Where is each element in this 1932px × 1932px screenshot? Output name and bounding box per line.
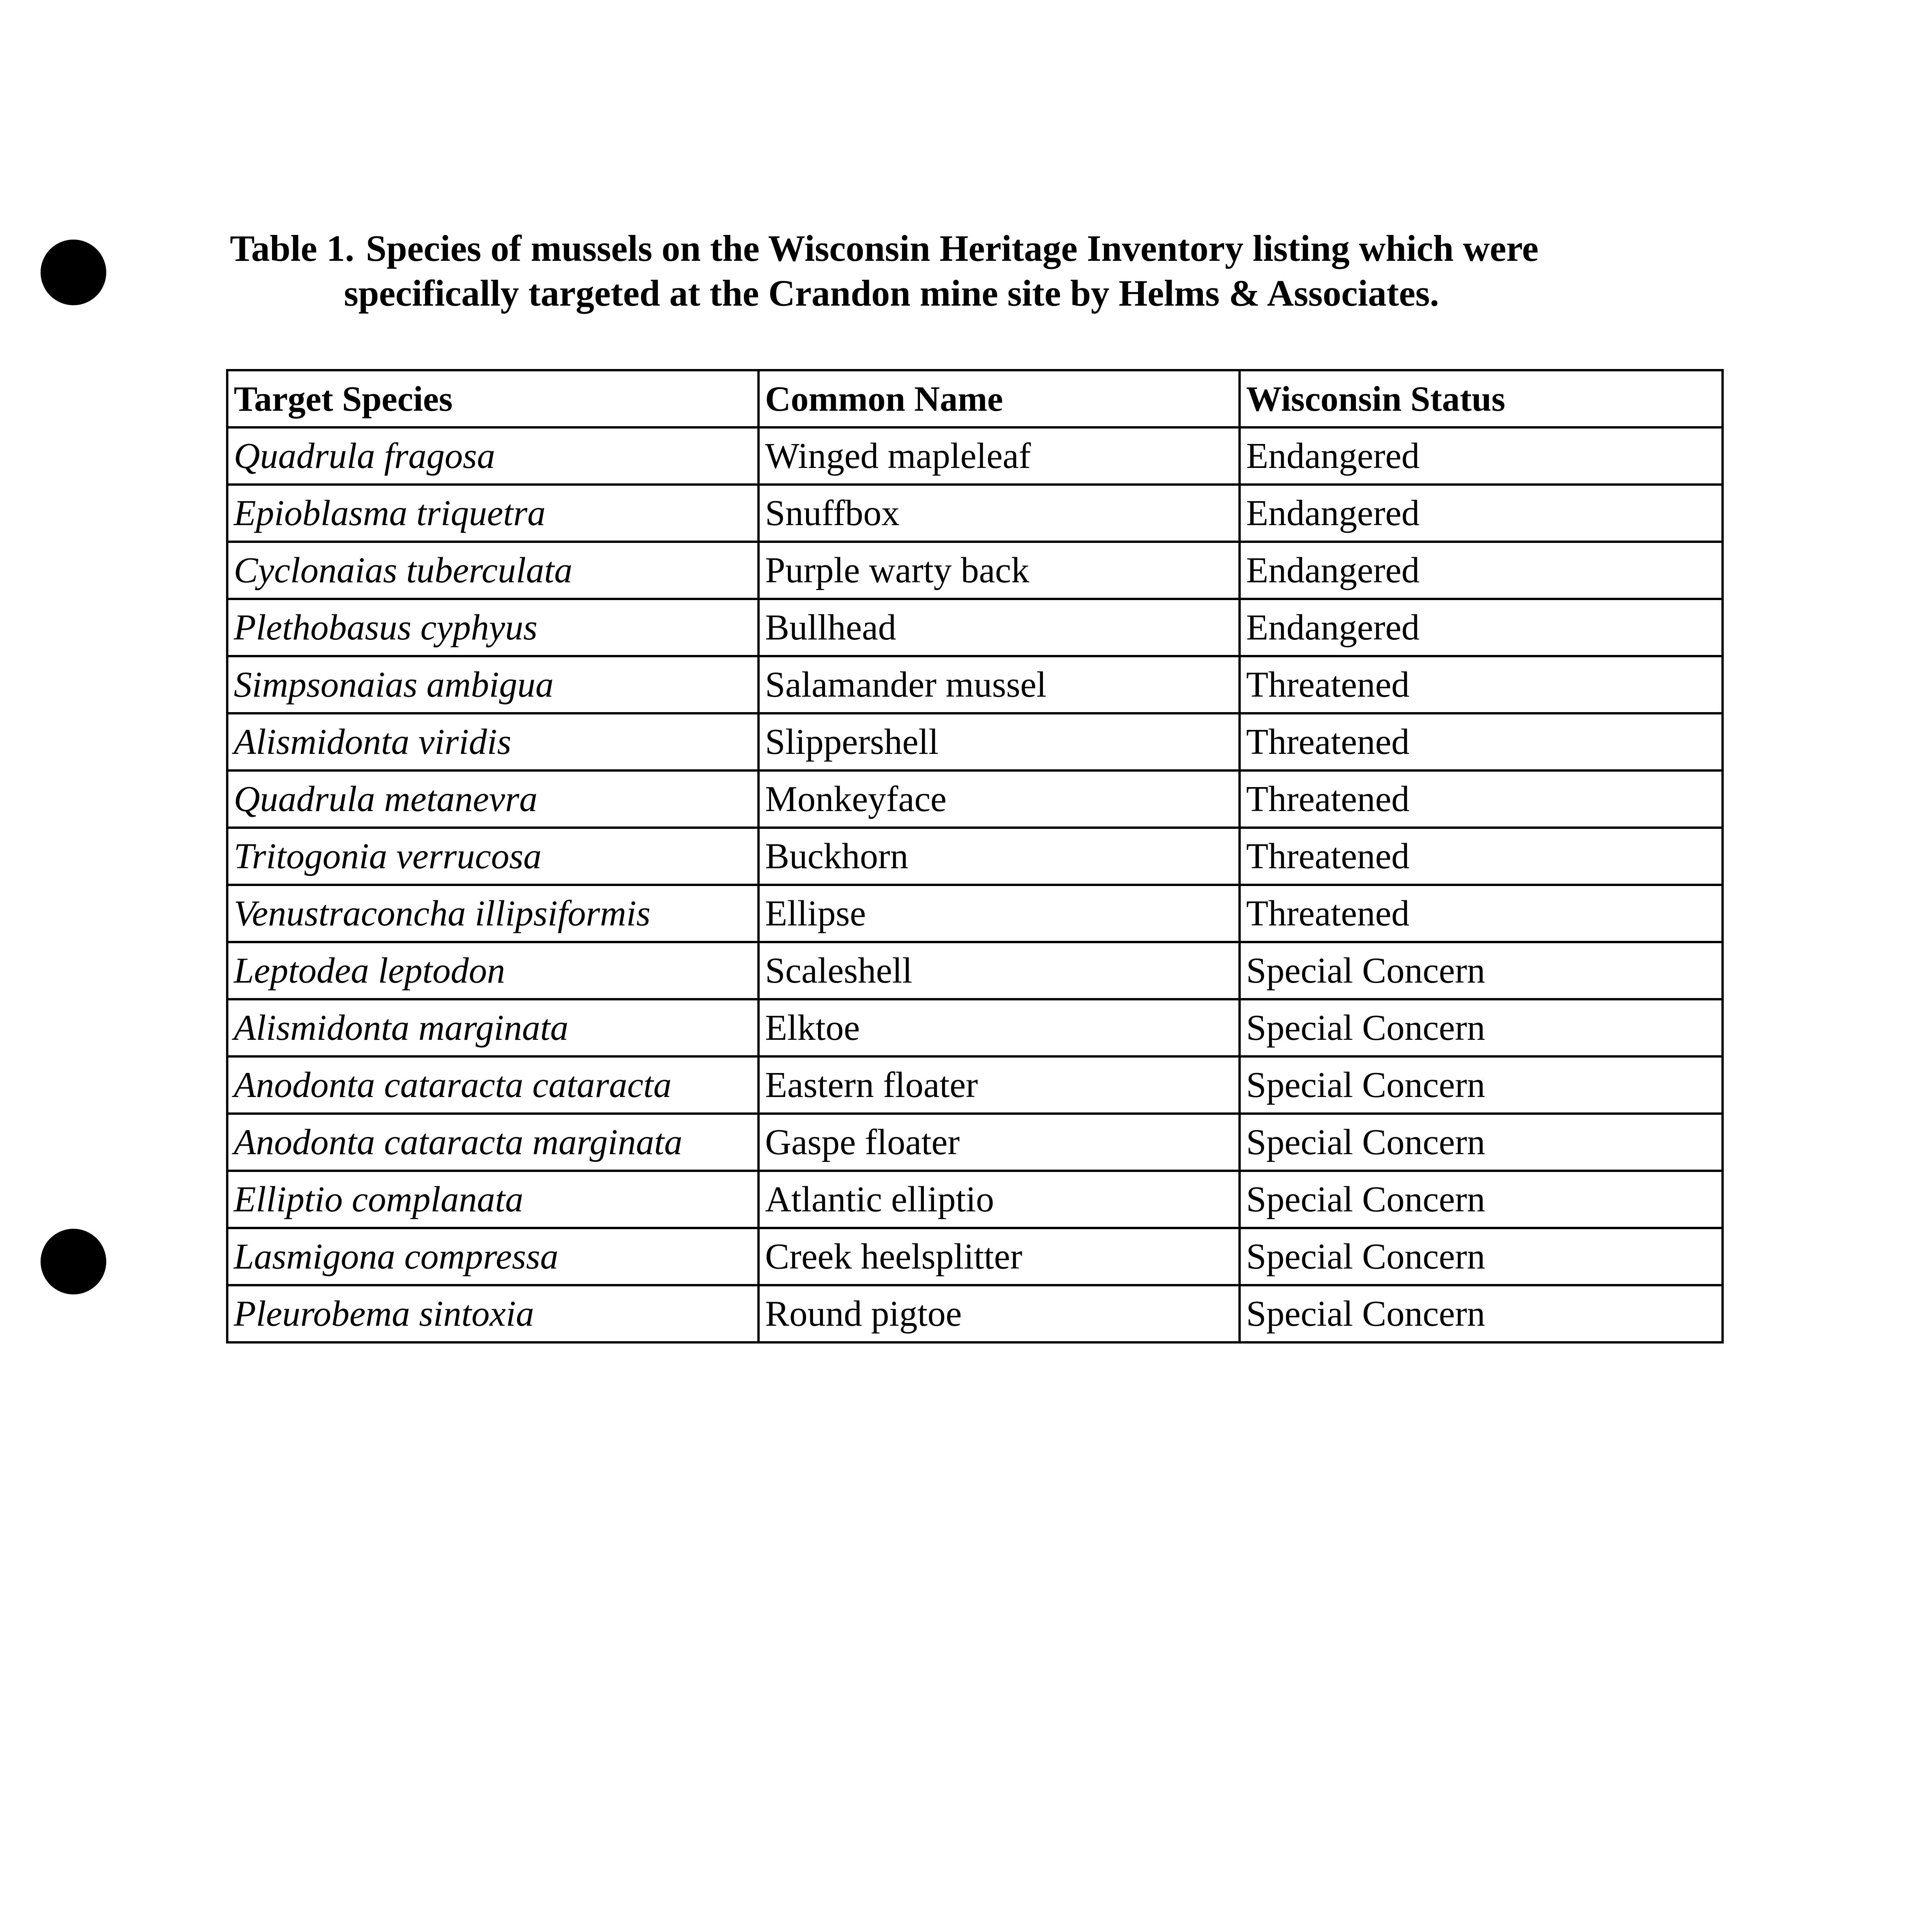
cell-wisconsin-status: Threatened bbox=[1240, 713, 1723, 770]
species-table-body bbox=[227, 427, 1723, 1342]
table-row bbox=[227, 885, 1723, 942]
cell-common-name: Snuffbox bbox=[759, 485, 1240, 542]
cell-target-species: Alismidonta marginata bbox=[227, 999, 759, 1056]
table-header-row bbox=[227, 370, 1723, 427]
table-caption bbox=[230, 226, 1737, 316]
cell-common-name: Gaspe floater bbox=[759, 1114, 1240, 1171]
cell-wisconsin-status: Threatened bbox=[1240, 885, 1723, 942]
cell-common-name: Buckhorn bbox=[759, 828, 1240, 885]
cell-wisconsin-status: Endangered bbox=[1240, 427, 1723, 485]
cell-common-name: Ellipse bbox=[759, 885, 1240, 942]
cell-common-name: Purple warty back bbox=[759, 542, 1240, 599]
column-header-target-species: Target Species bbox=[227, 370, 759, 427]
cell-wisconsin-status: Special Concern bbox=[1240, 1056, 1723, 1114]
binder-punch-hole bbox=[41, 1229, 106, 1294]
table-row bbox=[227, 485, 1723, 542]
species-table bbox=[226, 369, 1724, 1344]
table-row bbox=[227, 656, 1723, 713]
cell-common-name: Round pigtoe bbox=[759, 1285, 1240, 1342]
table-caption-line-1: Species of mussels on the Wisconsin Heritage Inventory listing which were bbox=[366, 228, 1539, 269]
cell-common-name: Eastern floater bbox=[759, 1056, 1240, 1114]
cell-target-species: Anodonta cataracta marginata bbox=[227, 1114, 759, 1171]
cell-wisconsin-status: Threatened bbox=[1240, 656, 1723, 713]
cell-target-species: Anodonta cataracta cataracta bbox=[227, 1056, 759, 1114]
table-row bbox=[227, 599, 1723, 656]
cell-target-species: Pleurobema sintoxia bbox=[227, 1285, 759, 1342]
cell-wisconsin-status: Special Concern bbox=[1240, 1228, 1723, 1285]
table-row bbox=[227, 1171, 1723, 1228]
cell-wisconsin-status: Special Concern bbox=[1240, 1114, 1723, 1171]
cell-target-species: Cyclonaias tuberculata bbox=[227, 542, 759, 599]
binder-punch-hole bbox=[41, 240, 106, 305]
table-caption-line-2: specifically targeted at the Crandon mine site by Helms & Associates. bbox=[344, 272, 1439, 314]
column-header-wisconsin-status: Wisconsin Status bbox=[1240, 370, 1723, 427]
cell-target-species: Epioblasma triquetra bbox=[227, 485, 759, 542]
table-row bbox=[227, 1228, 1723, 1285]
cell-wisconsin-status: Special Concern bbox=[1240, 1171, 1723, 1228]
column-header-common-name: Common Name bbox=[759, 370, 1240, 427]
table-row bbox=[227, 1056, 1723, 1114]
cell-target-species: Quadrula metanevra bbox=[227, 770, 759, 828]
cell-wisconsin-status: Special Concern bbox=[1240, 999, 1723, 1056]
table-row bbox=[227, 942, 1723, 999]
cell-target-species: Simpsonaias ambigua bbox=[227, 656, 759, 713]
cell-common-name: Creek heelsplitter bbox=[759, 1228, 1240, 1285]
cell-wisconsin-status: Special Concern bbox=[1240, 1285, 1723, 1342]
table-row bbox=[227, 427, 1723, 485]
cell-wisconsin-status: Threatened bbox=[1240, 770, 1723, 828]
table-row bbox=[227, 1285, 1723, 1342]
cell-target-species: Leptodea leptodon bbox=[227, 942, 759, 999]
cell-common-name: Bullhead bbox=[759, 599, 1240, 656]
species-table-header bbox=[227, 370, 1723, 427]
cell-target-species: Tritogonia verrucosa bbox=[227, 828, 759, 885]
cell-wisconsin-status: Endangered bbox=[1240, 599, 1723, 656]
cell-target-species: Plethobasus cyphyus bbox=[227, 599, 759, 656]
table-row bbox=[227, 1114, 1723, 1171]
cell-common-name: Winged mapleleaf bbox=[759, 427, 1240, 485]
cell-target-species: Lasmigona compressa bbox=[227, 1228, 759, 1285]
cell-target-species: Elliptio complanata bbox=[227, 1171, 759, 1228]
table-row bbox=[227, 828, 1723, 885]
cell-wisconsin-status: Threatened bbox=[1240, 828, 1723, 885]
cell-common-name: Atlantic elliptio bbox=[759, 1171, 1240, 1228]
cell-target-species: Venustraconcha illipsiformis bbox=[227, 885, 759, 942]
table-caption-lead: Table 1. bbox=[230, 228, 354, 269]
table-row bbox=[227, 713, 1723, 770]
cell-wisconsin-status: Endangered bbox=[1240, 485, 1723, 542]
cell-target-species: Quadrula fragosa bbox=[227, 427, 759, 485]
table-row bbox=[227, 542, 1723, 599]
cell-target-species: Alismidonta viridis bbox=[227, 713, 759, 770]
cell-common-name: Monkeyface bbox=[759, 770, 1240, 828]
cell-wisconsin-status: Special Concern bbox=[1240, 942, 1723, 999]
cell-common-name: Slippershell bbox=[759, 713, 1240, 770]
cell-common-name: Elktoe bbox=[759, 999, 1240, 1056]
cell-common-name: Salamander mussel bbox=[759, 656, 1240, 713]
table-row bbox=[227, 770, 1723, 828]
table-row bbox=[227, 999, 1723, 1056]
cell-common-name: Scaleshell bbox=[759, 942, 1240, 999]
cell-wisconsin-status: Endangered bbox=[1240, 542, 1723, 599]
